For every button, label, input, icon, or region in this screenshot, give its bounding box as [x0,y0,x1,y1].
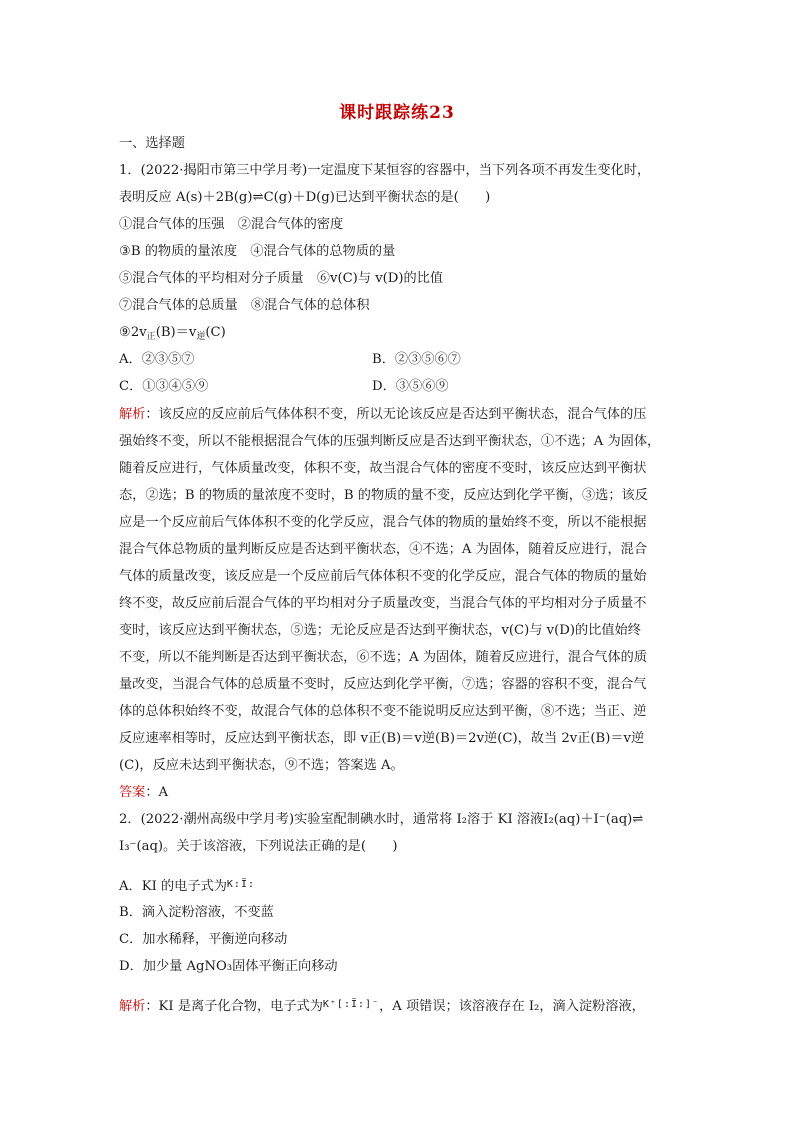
explanation-text: ：该反应的反应前后气体体积不变，所以无论该反应是否达到平衡状态，混合气体的压 [145,407,647,422]
q1-item5-sub-reverse: 逆 [196,332,206,342]
q1-explanation-line11: 量改变，当混合气体的总质量不变时，反应达到化学平衡，⑦选；容器的容积不变，混合气 [119,677,647,692]
ki-electron-formula-image: K:Ï: [226,879,255,890]
q1-item-line3: ⑤混合气体的平均相对分子质量 ⑥v(C)与 v(D)的比值 [119,271,444,286]
q1-item-line5 [119,324,226,346]
q1-item5-sub-forward: 正 [146,332,156,342]
q1-stem-line2: 表明反应 A(s)＋2B(g)⇌C(g)＋D(g)已达到平衡状态的是( ) [119,190,491,205]
q1-answer [119,784,168,802]
q1-explanation-line6: 混合气体总物质的量判断反应是否达到平衡状态，④不选；A 为固体，随着反应进行，混合 [119,542,648,557]
q1-explanation-line8: 终不变，故反应前后混合气体的平均相对分子质量改变，当混合气体的平均相对分子质量不 [119,596,647,611]
ki-ionic-formula-image: K⁺[:Ï:]⁻ [322,999,380,1010]
q1-option-a: A．②③⑤⑦ [119,352,195,367]
q1-explanation-line13: 反应速率相等时，反应达到平衡状态，即 v正(B)＝v逆(B)＝2v逆(C)，故当 2v正(B)＝v逆 [119,731,645,746]
explanation-label: 解析 [119,407,146,422]
q2-option-a-text: A．KI 的电子式为 [119,879,227,894]
explanation-label: 解析 [119,999,146,1014]
q2-explanation-line1 [119,996,645,1016]
q1-option-d: D．③⑤⑥⑨ [372,379,449,394]
q2-stem-line2: I₃⁻(aq)。关于该溶液，下列说法正确的是( ) [119,839,398,854]
q1-explanation-line12: 体的总体积始终不变，故混合气体的总体积不变不能说明反应达到平衡，⑧不选；当正、逆 [119,704,647,719]
q1-item-line2: ③B 的物质的量浓度 ④混合气体的总物质的量 [119,244,396,259]
q1-explanation-line14: (C)，反应未达到平衡状态，⑨不选；答案选 A。 [119,758,404,773]
q1-stem-line1: 1．(2022·揭阳市第三中学月考)一定温度下某恒容的容器中，当下列各项不再发生变化时， [119,163,651,178]
answer-text: ：A [145,785,169,800]
q1-explanation-line2: 强始终不变，所以不能根据混合气体的压强判断反应是否达到平衡状态，①不选；A 为固体， [119,434,661,449]
q1-explanation-line1 [119,406,647,424]
q2-option-c: C．加水稀释，平衡逆向移动 [119,932,288,947]
q1-explanation-line7: 气体的质量改变，该反应是一个反应前后气体体积不变的化学反应，混合气体的物质的量始 [119,569,647,584]
q2-option-d: D．加少量 AgNO₃固体平衡正向移动 [119,959,338,974]
q1-item-line1: ①混合气体的压强 ②混合气体的密度 [119,217,344,232]
q2-option-b: B．滴入淀粉溶液，不变蓝 [119,905,274,920]
page-title: 课时跟踪练23 [339,103,455,123]
q1-explanation-line9: 变时，该反应达到平衡状态，⑤选；无论反应是否达到平衡状态，v(C)与 v(D)的比值始终 [119,623,641,638]
q1-item5-part: (B)＝v [155,325,197,340]
q2-option-a [119,876,255,896]
q1-item5-part: (C) [205,325,226,340]
explanation-text: ：KI 是离子化合物，电子式为 [145,999,323,1014]
q1-explanation-line4: 态，②选；B 的物质的量浓度不变时，B 的物质的量不变，反应达到化学平衡，③选；该反 [119,488,648,503]
q1-option-c: C．①③④⑤⑨ [119,379,209,394]
q1-option-b: B．②③⑤⑥⑦ [372,352,461,367]
q1-explanation-line10: 不变，所以不能判断是否达到平衡状态，⑥不选；A 为固体，随着反应进行，混合气体的质 [119,650,648,665]
explanation-text: ，A 项错误；该溶液存在 I₂，滴入淀粉溶液， [379,999,645,1014]
q1-item5-part: ⑨2v [119,325,147,340]
answer-label: 答案 [119,785,146,800]
section-heading: 一、选择题 [119,136,185,151]
q2-stem-line1: 2．(2022·潮州高级中学月考)实验室配制碘水时，通常将 I₂溶于 KI 溶液I₂(aq)＋I⁻(aq)⇌ [119,812,644,827]
q1-item-line4: ⑦混合气体的总质量 ⑧混合气体的总体积 [119,298,370,313]
q1-explanation-line5: 应是一个反应前后气体体积不变的化学反应，混合气体的物质的量始终不变，所以不能根据 [119,515,647,530]
q1-explanation-line3: 随着反应进行，气体质量改变，体积不变，故当混合气体的密度不变时，该反应达到平衡状 [119,461,647,476]
